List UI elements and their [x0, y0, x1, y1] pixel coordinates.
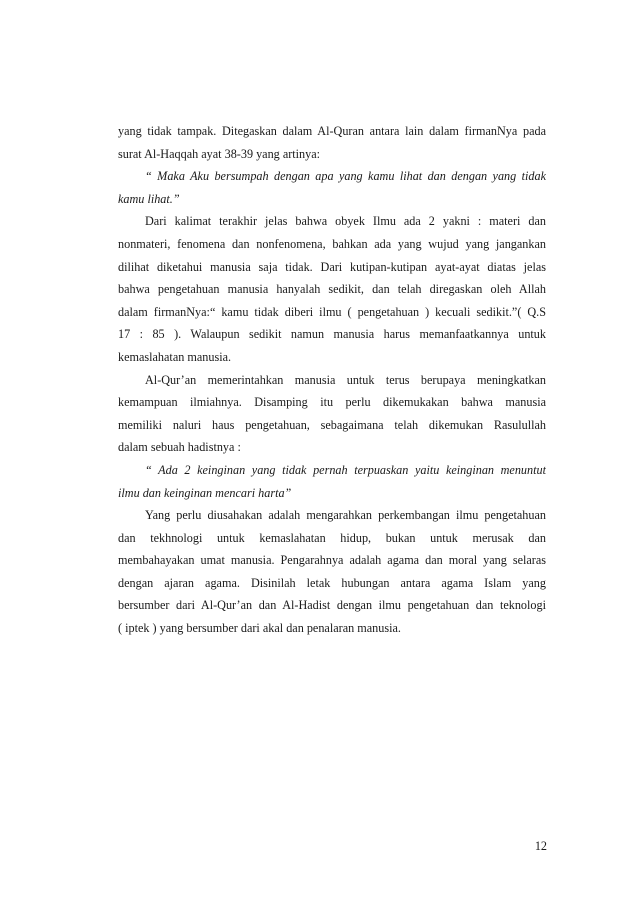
text-line: dalam sebuah hadistnya : [118, 440, 241, 455]
text-line: ( iptek ) yang bersumber dari akal dan penalaran manusia. [118, 621, 401, 636]
quote-line: “ Ada 2 keinginan yang tidak pernah terpuaskan yaitu keinginan menuntut [145, 462, 546, 477]
text-line: memiliki naluri haus pengetahuan, sebagaimana telah dikemukan Rasulullah [118, 417, 546, 432]
text-line: Al-Qur’an memerintahkan manusia untuk terus berupaya meningkatkan [145, 372, 546, 387]
body-text [118, 120, 546, 640]
text-line: Yang perlu diusahakan adalah mengarahkan perkembangan ilmu pengetahuan [145, 508, 546, 523]
text-line: bersumber dari Al-Qur’an dan Al-Hadist dengan ilmu pengetahuan dan teknologi [118, 598, 546, 613]
text-line: dengan ajaran agama. Disinilah letak hubungan antara agama Islam yang [118, 575, 546, 590]
text-line: dalam firmanNya:“ kamu tidak diberi ilmu ( pengetahuan ) kecuali sedikit.”( Q.S [118, 304, 546, 319]
text-line: Dari kalimat terakhir jelas bahwa obyek Ilmu ada 2 yakni : materi dan [145, 214, 546, 229]
text-line: dan tekhnologi untuk kemaslahatan hidup, bukan untuk merusak dan [118, 530, 546, 545]
text-line: bahwa pengetahuan manusia hanyalah sedikit, dan telah diregaskan oleh Allah [118, 282, 546, 297]
text-line: kemaslahatan manusia. [118, 349, 232, 364]
quote-line: kamu lihat.” [118, 191, 180, 206]
text-line: yang tidak tampak. Ditegaskan dalam Al-Quran antara lain dalam firmanNya pada [118, 124, 546, 138]
quote-line: ilmu dan keinginan mencari harta” [118, 485, 292, 500]
quote-line: “ Maka Aku bersumpah dengan apa yang kamu lihat dan dengan yang tidak [145, 169, 546, 184]
text-line: 17 : 85 ). Walaupun sedikit namun manusia harus memanfaatkannya untuk [118, 327, 546, 342]
text-line: dilihat diketahui manusia saja tidak. Dari kutipan-kutipan ayat-ayat diatas jelas [118, 259, 546, 274]
text-line: kemampuan ilmiahnya. Disamping itu perlu dikemukakan bahwa manusia [118, 395, 546, 410]
text-line: membahayakan umat manusia. Pengarahnya adalah agama dan moral yang selaras [118, 553, 546, 568]
text-line: surat Al-Haqqah ayat 38-39 yang artinya: [118, 146, 321, 161]
text-line: nonmateri, fenomena dan nonfenomena, bahkan ada yang wujud yang jangankan [118, 236, 546, 251]
page-number: 12 [534, 839, 547, 853]
